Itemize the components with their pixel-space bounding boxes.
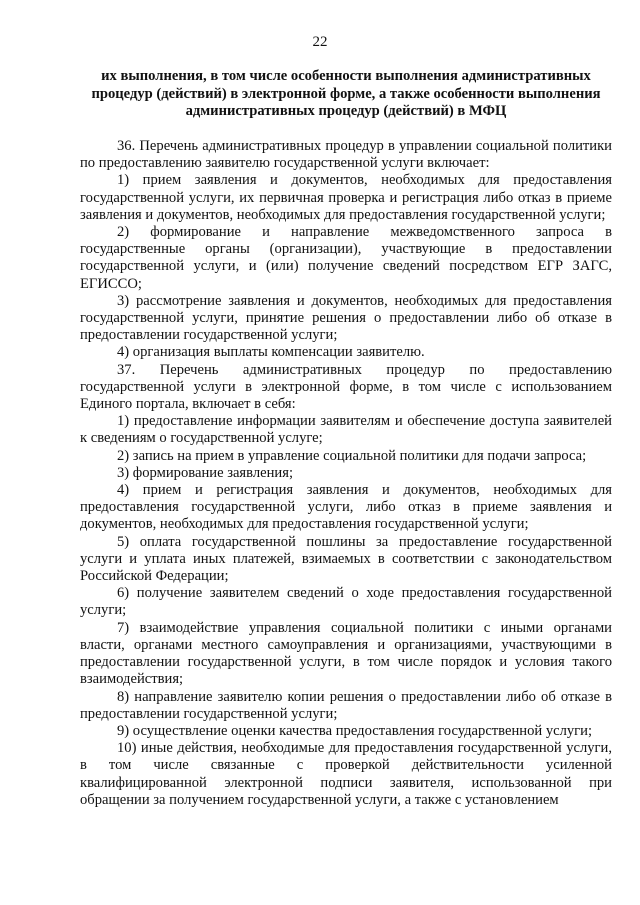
paragraph: 6) получение заявителем сведений о ходе предоставления государственной услуги; (80, 585, 612, 619)
paragraph: 4) организация выплаты компенсации заявителю. (117, 344, 425, 361)
paragraph: 7) взаимодействие управления социальной политики с иными органами власти, органами местного самоуправления и организациями, участвующими в предоставлении государственной услуги, в том числе порядок и условия такого взаимодействия; (80, 619, 612, 688)
paragraph: 2) формирование и направление межведомственного запроса в государственные органы (организации), участвующие в предоставлении государственной услуги, и (или) получение сведений посредством ЕГР ЗАГС, ЕГИССО; (80, 224, 612, 292)
paragraph: 37. Перечень административных процедур по предоставлению государственной услуги в электронной форме, в том числе с использованием Единого портала, включает в себя: (80, 361, 612, 413)
paragraph: 36. Перечень административных процедур в управлении социальной политики по предоставлению заявителю государственной услуги включает: (80, 138, 612, 172)
paragraph: 1) прием заявления и документов, необходимых для предоставления государственной услуги, их первичная проверка и регистрация либо отказ в приеме заявления и документов, необходимых для предоставления государственной услуги; (80, 172, 612, 223)
document-body (80, 138, 612, 809)
section-heading: их выполнения, в том числе особенности выполнения административных процедур (действий) в электронной форме, а также особенности выполнения административных процедур (действий) в МФЦ (91, 68, 601, 119)
paragraph: 3) рассмотрение заявления и документов, необходимых для предоставления государственной услуги, принятие решения о предоставлении либо об отказе в предоставлении государственной услуги; (80, 292, 612, 344)
paragraph: 4) прием и регистрация заявления и документов, необходимых для предоставления государственной услуги, либо отказ в приеме заявления и документов, необходимых для предоставления государственной услуги; (80, 482, 612, 533)
paragraph: 1) предоставление информации заявителям и обеспечение доступа заявителей к сведениям о государственной услуге; (80, 413, 612, 447)
paragraph: 5) оплата государственной пошлины за предоставление государственной услуги и уплата иных платежей, взимаемых в соответствии с законодательством Российской Федерации; (80, 533, 612, 585)
paragraph: 2) запись на прием в управление социальной политики для подачи запроса; (117, 447, 587, 464)
page-number: 22 (312, 34, 328, 50)
paragraph: 3) формирование заявления; (117, 464, 293, 481)
paragraph: 10) иные действия, необходимые для предоставления государственной услуги, в том числе связанные с проверкой действительности усиленной квалифицированной электронной подписи заявителя, использованной при обращении за получением государственной услуги, а также с установлением (80, 740, 612, 808)
paragraph: 8) направление заявителю копии решения о предоставлении либо об отказе в предоставлении государственной услуги; (80, 688, 612, 722)
paragraph: 9) осуществление оценки качества предоставления государственной услуги; (117, 722, 593, 739)
